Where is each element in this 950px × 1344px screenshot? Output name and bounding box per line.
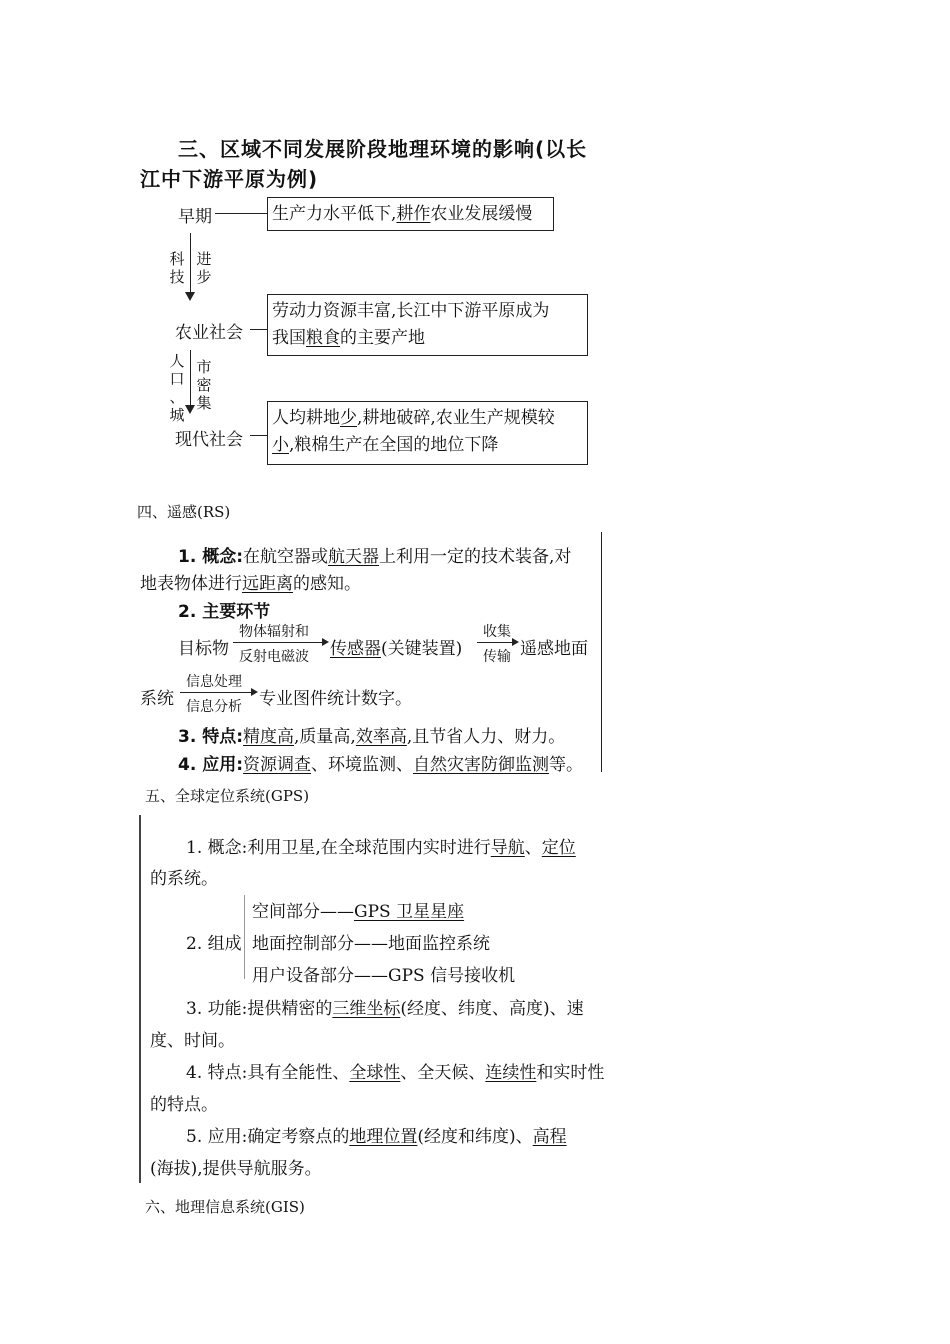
section3-title-line2: 江中下游平原为例) — [140, 167, 319, 191]
rs-flow-arrow2-top: 收集 — [483, 624, 511, 640]
gps-comp-space: 空间部分——GPS 卫星星座 — [252, 902, 465, 922]
section5-header: 五、全球定位系统(GPS) — [145, 787, 310, 805]
rs-concept-line1: 1. 概念:在航空器或航天器上利用一定的技术装备,对 — [178, 547, 572, 567]
stage-agri-label: 农业社会 — [175, 323, 243, 343]
down-arrow-icon — [185, 292, 195, 301]
box-underlined-text: 耕作 — [396, 204, 431, 224]
right-arrow-line — [233, 642, 323, 643]
gps-concept-line2: 的系统。 — [150, 869, 218, 889]
section5-left-border — [139, 815, 141, 1183]
stage-modern-box: 人均耕地少,耕地破碎,农业生产规模较 小,粮棉生产在全国的地位下降 — [267, 401, 588, 465]
brace-line — [244, 895, 245, 979]
arrow2-right-label: 市 密 集 — [196, 358, 212, 412]
box-underlined-text: 粮食 — [306, 328, 340, 348]
rs-flow-arrow1-bottom: 反射电磁波 — [239, 649, 309, 665]
rs-app-line: 4. 应用:资源调查、环境监测、自然灾害防御监测等。 — [178, 755, 584, 775]
connector-line — [250, 435, 267, 436]
gps-app-line1: 5. 应用:确定考察点的地理位置(经度和纬度)、高程 — [186, 1127, 567, 1147]
stage-early-label: 早期 — [178, 207, 212, 227]
rs-feature-line: 3. 特点:精度高,质量高,效率高,且节省人力、财力。 — [178, 727, 566, 747]
box-underlined-text: 小 — [272, 435, 289, 455]
gps-func-line2: 度、时间。 — [150, 1031, 235, 1051]
down-arrow-line — [190, 350, 191, 406]
rs-flow-end-a: 遥感地面 — [520, 639, 588, 659]
gps-concept-line1: 1. 概念:利用卫星,在全球范围内实时进行导航、定位 — [186, 838, 576, 858]
arrow1-right-label: 进 步 — [196, 250, 212, 286]
rs-flow-result: 专业图件统计数字。 — [259, 689, 412, 709]
rs-flow-arrow3-top: 信息处理 — [186, 674, 242, 690]
box-text: 劳动力资源丰富,长江中下游平原成为 — [272, 301, 550, 321]
gps-comp-label: 2. 组成 — [186, 934, 242, 954]
box-text: 生产力水平低下, — [272, 204, 397, 224]
rs-concept-line2: 地表物体进行远距离的感知。 — [140, 574, 361, 594]
section6-header: 六、地理信息系统(GIS) — [145, 1198, 305, 1216]
right-arrow-icon — [322, 638, 329, 646]
right-arrow-icon — [512, 638, 519, 646]
rs-flow-end-b: 系统 — [140, 689, 174, 709]
right-arrow-line — [477, 642, 513, 643]
down-arrow-line — [190, 233, 191, 293]
box-text: 农业发展缓慢 — [430, 204, 533, 224]
rs-flow-arrow1-top: 物体辐射和 — [239, 624, 309, 640]
stage-agri-box: 劳动力资源丰富,长江中下游平原成为 我国粮食的主要产地 — [267, 294, 588, 356]
rs-flow-arrow3-bottom: 信息分析 — [186, 699, 242, 715]
gps-comp-user: 用户设备部分——GPS 信号接收机 — [252, 966, 516, 986]
gps-comp-ground: 地面控制部分——地面监控系统 — [252, 934, 490, 954]
right-arrow-line — [180, 692, 252, 693]
gps-feat-line2: 的特点。 — [150, 1095, 218, 1115]
gps-func-line1: 3. 功能:提供精密的三维坐标(经度、纬度、高度)、速 — [186, 999, 584, 1019]
gps-feat-line1: 4. 特点:具有全能性、全球性、全天候、连续性和实时性 — [186, 1063, 605, 1083]
stage-early-box — [267, 197, 554, 231]
rs-flow-arrow2-bottom: 传输 — [483, 649, 511, 665]
rs-flow-start: 目标物 — [178, 639, 229, 659]
connector-line — [215, 213, 267, 214]
right-arrow-icon — [251, 688, 258, 696]
section4-header: 四、遥感(RS) — [137, 503, 231, 521]
section4-right-border — [601, 532, 602, 772]
arrow2-left-label: 人 口 、 城 — [169, 352, 185, 424]
box-underlined-text: 少 — [340, 408, 357, 428]
down-arrow-icon — [185, 405, 195, 414]
section3-title-line1: 三、区域不同发展阶段地理环境的影响(以长 — [178, 137, 588, 161]
connector-line — [250, 329, 267, 330]
rs-steps-label: 2. 主要环节 — [178, 602, 271, 622]
rs-flow-sensor: 传感器(关键装置) — [330, 639, 463, 659]
arrow1-left-label: 科 技 — [169, 250, 185, 286]
gps-app-line2: (海拔),提供导航服务。 — [150, 1159, 322, 1179]
stage-modern-label: 现代社会 — [175, 430, 243, 450]
